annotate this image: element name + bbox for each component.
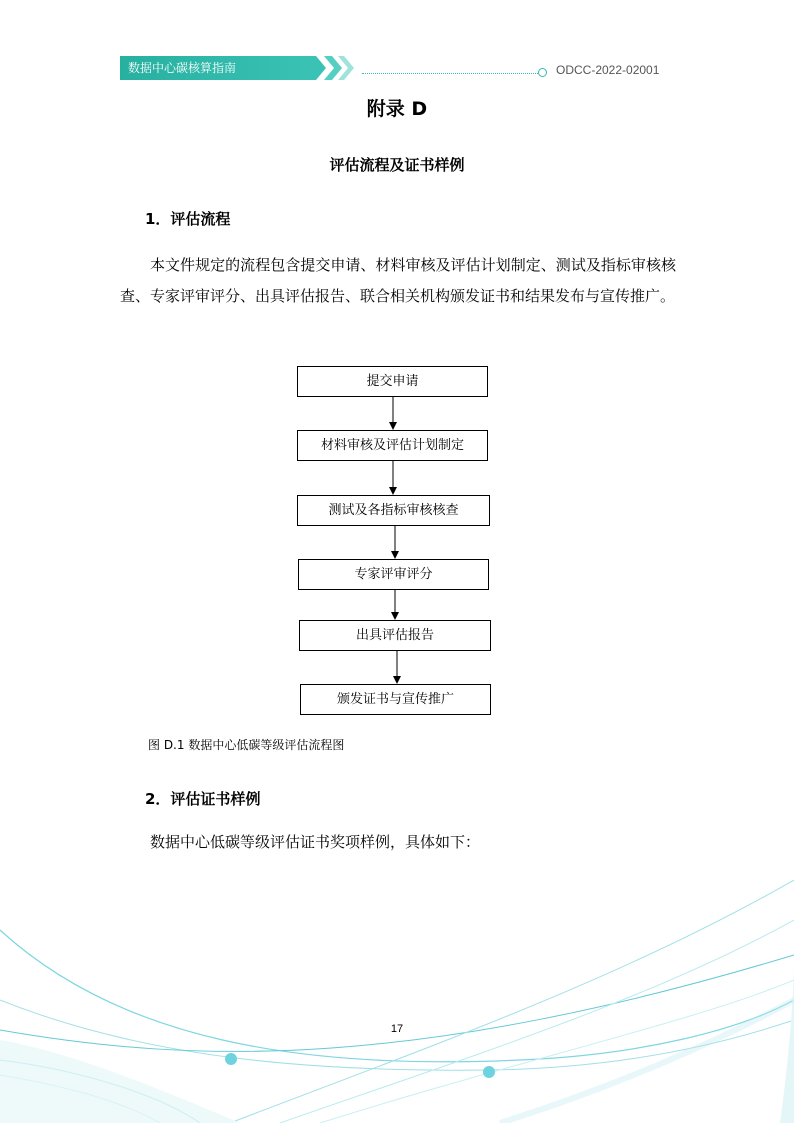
- document-code: ODCC-2022-02001: [556, 63, 660, 77]
- flow-arrow: [387, 461, 399, 495]
- flow-arrow: [387, 397, 399, 430]
- figure-caption: 图 D.1 数据中心低碳等级评估流程图: [148, 738, 345, 752]
- flow-arrow: [389, 526, 401, 559]
- flow-arrow: [389, 590, 401, 620]
- appendix-subtitle: 评估流程及证书样例: [329, 156, 465, 174]
- guide-title: 数据中心碳核算指南: [128, 61, 237, 75]
- decorative-dot: [225, 1053, 237, 1065]
- section-heading-certificate: 2．评估证书样例: [145, 790, 261, 808]
- decorative-dot: [483, 1066, 495, 1078]
- flow-step: 颁发证书与宣传推广: [300, 684, 491, 715]
- certificate-paragraph: 数据中心低碳等级评估证书奖项样例，具体如下：: [150, 833, 481, 851]
- flow-step: 出具评估报告: [299, 620, 491, 651]
- flow-step: 专家评审评分: [298, 559, 489, 590]
- page-number: 17: [390, 1023, 404, 1035]
- flow-step: 测试及各指标审核核查: [297, 495, 490, 526]
- appendix-title: 附录 D: [366, 98, 428, 120]
- header-dot-icon: [538, 68, 547, 77]
- flow-arrow: [391, 651, 403, 684]
- flow-step: 提交申请: [297, 366, 488, 397]
- header-divider: [362, 73, 540, 74]
- flow-step: 材料审核及评估计划制定: [297, 430, 488, 461]
- process-paragraph: 本文件规定的流程包含提交申请、材料审核及评估计划制定、测试及指标审核核查、专家评审评分、出具评估报告、联合相关机构颁发证书和结果发布与宣传推广。: [120, 256, 676, 305]
- section-heading-process: 1．评估流程: [145, 210, 231, 228]
